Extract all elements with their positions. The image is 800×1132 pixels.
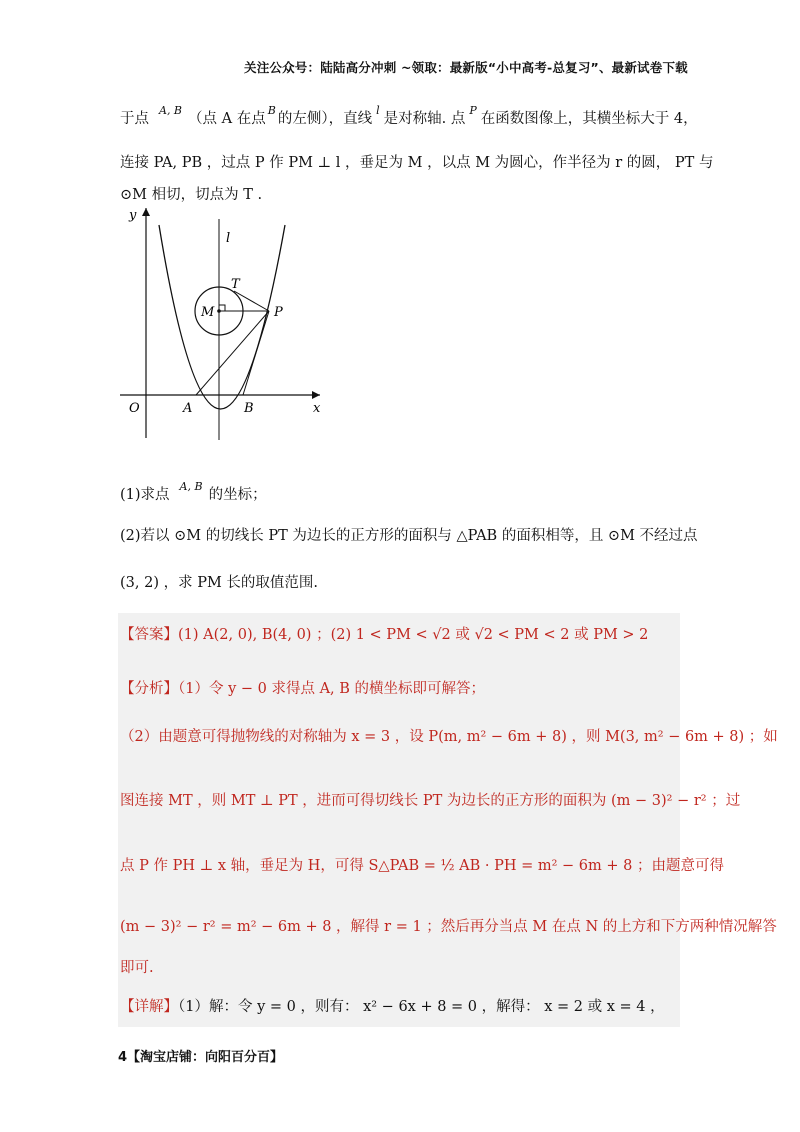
label-o: O xyxy=(129,401,140,416)
segment-pb xyxy=(243,311,269,395)
label-l: l xyxy=(226,231,231,246)
label-a: A xyxy=(183,401,193,416)
question-2-line-2: (3, 2) ，求 PM 长的取值范围. xyxy=(120,575,319,591)
parabola-figure xyxy=(115,205,325,445)
y-axis-arrow xyxy=(142,208,150,216)
label-p: P xyxy=(274,305,283,320)
analysis-line-3: 图连接 MT ，则 MT ⊥ PT ，进而可得切线长 PT 为边长的正方形的面积为 (m − 3)² − r² ；过 xyxy=(120,793,741,809)
analysis-label: 【分析】 xyxy=(120,681,178,697)
analysis-line-4: 点 P 作 PH ⊥ x 轴，垂足为 H，可得 S△PAB = ½ AB · PH = m² − 6m + 8 ；由题意可得 xyxy=(120,858,724,874)
segment-pa xyxy=(196,311,269,395)
detail-label: 【详解】 xyxy=(120,999,178,1015)
analysis-line-5: (m − 3)² − r² = m² − 6m + 8 ，解得 r = 1 ；然后再分当点 M 在点 N 的上方和下方两种情况解答 xyxy=(120,919,777,935)
page-header: 关注公众号：陆陆高分冲刺 ~领取：最新版“小中高考-总复习”、最新试卷下载 xyxy=(244,60,688,75)
analysis-line-1: 【分析】（1）令 y − 0 求得点 A, B 的横坐标即可解答； xyxy=(120,681,486,697)
label-x: x xyxy=(313,401,321,416)
label-y: y xyxy=(129,208,137,223)
label-b: B xyxy=(244,401,254,416)
analysis-line-6: 即可. xyxy=(120,960,154,976)
page-footer: 4【淘宝店铺：向阳百分百】 xyxy=(118,1050,284,1065)
parabola-curve xyxy=(159,225,285,409)
question-2-line-1: (2)若以 ⊙M 的切线长 PT 为边长的正方形的面积与 △PAB 的面积相等，且 ⊙M 不经过点 xyxy=(120,528,698,544)
analysis-line-2: （2）由题意可得抛物线的对称轴为 x = 3 ，设 P(m, m² − 6m + 8) ，则 M(3, m² − 6m + 8) ；如 xyxy=(120,729,778,745)
answer-line: 【答案】(1) A(2, 0), B(4, 0) ；(2) 1 < PM < √2 或 √2 < PM < 2 或 PM > 2 xyxy=(120,627,649,643)
label-m: M xyxy=(201,305,215,320)
problem-line-2: 连接 PA, PB ，过点 P 作 PM ⊥ l ，垂足为 M ，以点 M 为圆心，作半径为 r 的圆， PT 与 xyxy=(120,155,714,171)
detail-line: 【详解】（1）解：令 y = 0 ，则有： x² − 6x + 8 = 0 ，解得： x = 2 或 x = 4 ， xyxy=(120,999,665,1015)
solution-panel xyxy=(118,613,680,1027)
answer-label: 【答案】 xyxy=(120,627,178,643)
label-t: T xyxy=(231,277,240,292)
problem-line-1: 于点$^{A, B}$（点 A 在点$^B$的左侧），直线$^l$是对称轴. 点$^P$在函数图像上，其横坐标大于 4， xyxy=(120,104,698,127)
x-axis-arrow xyxy=(312,391,320,399)
question-1: (1)求点$^{A, B}$的坐标； xyxy=(120,480,267,503)
problem-line-3: ⊙M 相切，切点为 T . xyxy=(120,187,263,203)
segment-pt xyxy=(234,291,269,311)
